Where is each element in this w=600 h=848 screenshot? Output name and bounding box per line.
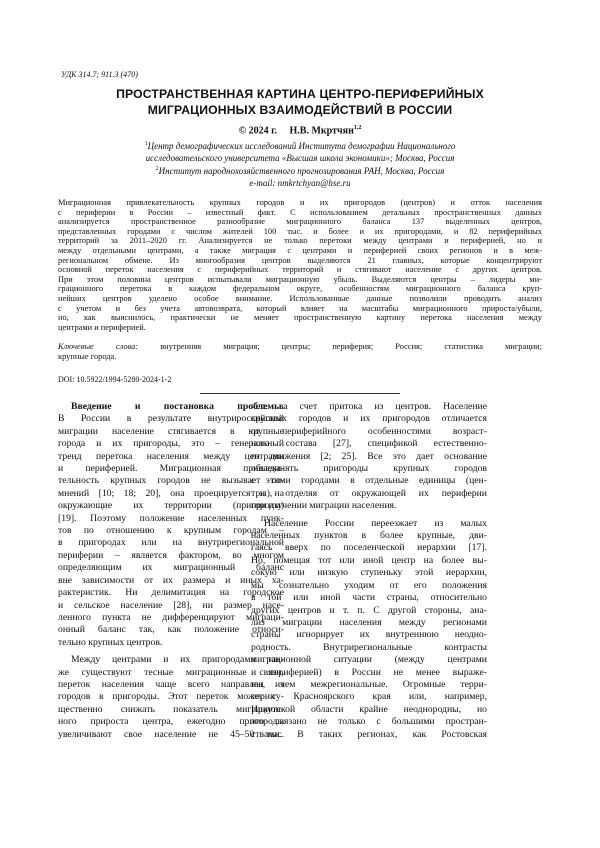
abstract-line: с периферии в России – известный факт. С использованием детальных пространственных данных: [58, 207, 542, 217]
author-affiliation-marks: 1,2: [353, 125, 362, 131]
author-line: [40, 125, 560, 136]
body-text-line: родность. Внутрирегиональные контрасты: [251, 641, 487, 653]
abstract-line: но, как выяснилось, практически не меняет пространственную картину перетока населения между: [58, 313, 542, 323]
keywords: [58, 342, 542, 362]
body-text-line: в той или иной части страны, относительно: [251, 592, 487, 604]
body-text-line: тренд перетока населения между центрами: [58, 450, 284, 462]
abstract-line: центрами и периферией.: [58, 322, 146, 332]
body-text-line: Введение и постановка проблемы.: [71, 401, 284, 412]
body-text-line: онный баланс так, как положение относи-: [58, 624, 284, 636]
copyright-year: © 2024 г.: [238, 125, 278, 137]
body-text-line: увеличивают свое население не 45–50 тыс.: [58, 728, 284, 740]
body-text-line: мнений [10; 18; 20], она проецируется и на: [58, 487, 284, 499]
article-title: [40, 86, 560, 118]
body-text-line: тории Красноярского края или, например,: [251, 691, 487, 703]
body-text-line: и периферией) в России не менее выраже-: [251, 666, 487, 678]
abstract-line: представленных городами с числом жителей 100 тыс. и более и их пригородами, и 82 периферийных: [58, 226, 542, 236]
abstract-line: Миграционная привлекательность крупных городов и их пригородов (центров) и отток населения: [58, 198, 542, 207]
abstract-line: грационного перетока в каждом федеральном округе, особенностям миграционного баланса круп-: [58, 284, 542, 294]
affiliations: [40, 139, 560, 189]
body-text-line: ствами. В таких регионах, как Ростовская: [251, 728, 487, 740]
body-text-line: с этими городами в отдельные единицы (цен-: [251, 475, 487, 487]
body-text-line: Между центрами и их пригородами так-: [71, 654, 284, 666]
keywords-text: крупные города.: [58, 352, 117, 361]
body-text-line: населенных пунктов в более крупные, дви-: [251, 530, 487, 542]
abstract-line: региональном обмене. Из многообразия центров выделяются 21 главных, которые концентрируют: [58, 255, 542, 265]
author-name: Н.В. Мкртчян: [289, 125, 354, 137]
body-text-line: при изучении миграции населения.: [251, 500, 397, 512]
affiliation-line: $^2$Институт народнохозяйственного прогнозирования РАН, Москва, Россия: [155, 166, 445, 177]
body-text-line: тов по отношению к крупным городам –: [58, 525, 284, 537]
body-text-line: ленного пункта не дифференцируют миграци-: [58, 611, 284, 623]
abstract-line: нейших центров уделено особое внимание. Использованные данные позволили проводить анализ: [58, 293, 542, 303]
udk-code: УДК 314.7; 911.3 (470): [61, 70, 138, 79]
body-text-line: гаясь вверх по поселенческой иерархии [17].: [251, 542, 487, 554]
keywords-line: [58, 352, 542, 362]
body-text-line: других центров и т. п. С другой стороны, ана-: [251, 604, 487, 616]
body-text-line: городов в пригороды. Этот переток может су-: [58, 691, 284, 703]
abstract-line: с учетом и без учета автовозврата, который влияет на масштабы миграционного прироста/убыли,: [58, 303, 542, 313]
body-text-line: ны, чем межрегиональные. Огромные терри-: [251, 678, 487, 690]
body-text-line: окружающие их территории (пригороды): [58, 500, 284, 512]
body-text-line: тельность крупных городов не вызывает со-: [58, 475, 284, 487]
body-text-line: Население России переезжает из малых: [264, 517, 487, 529]
body-text-line: Иркутской области крайне неоднородны, но: [251, 703, 487, 715]
affiliation-line: исследовательского университета «Высшая школа экономики»; Москва, Россия: [145, 152, 455, 163]
keywords-text: внутренняя миграция; центры; периферия; Россия; статистика миграции;: [160, 342, 542, 351]
abstract-line: При этом половина центров испытывали миграционную убыль. Выделяются центры – лидеры ми-: [58, 274, 542, 284]
body-text-line: ного состава [27], спецификой естественно-: [251, 438, 487, 450]
body-text-line: страны игнорирует их внутреннюю неодно-: [251, 629, 487, 641]
abstract-line: анализируется пространственное разнообразие миграционного баланса 137 выделенных центров,: [58, 217, 542, 227]
body-text-line: это связано не только с большими простран-: [251, 716, 487, 728]
abstract-line: между отдельными центрами, а также миграция с центрами и периферией своих регионов и в меж-: [58, 245, 542, 255]
author-email: e-mail: nmkrtchyan@hse.ru: [249, 177, 351, 188]
keywords-label: Ключевые слова:: [58, 342, 139, 351]
body-text-line: переток населения чаще всего направлен из: [58, 678, 284, 690]
body-text-line: мы сознательно уходим от его положения: [251, 579, 487, 591]
body-text-line: крупных городов и их пригородов отличается: [251, 413, 487, 425]
body-text-line: периферии – является фактором, во многом: [58, 549, 284, 561]
body-text-line: Но, помещая тот или иной центр на более вы-: [251, 554, 487, 566]
body-text-line: города и их пригороды, это – генеральный: [58, 438, 284, 450]
divider: [200, 393, 400, 394]
body-text-line: и периферией. Миграционная привлека-: [58, 463, 284, 475]
body-text-line: щественно снижать показатель миграцион-: [58, 703, 284, 715]
body-text-line: определяющим их миграционный баланс: [58, 562, 284, 574]
body-text-line: тельно крупных центров.: [58, 636, 163, 648]
body-column-right: [251, 401, 487, 741]
body-text-line: [19]. Поэтому положение населенных пунк-: [58, 512, 284, 524]
title-line: ПРОСТРАНСТВЕННАЯ КАРТИНА ЦЕНТРО-ПЕРИФЕРИЙНЫХ: [116, 87, 484, 101]
abstract-line: территорий за 2011–2020 гг. Анализируется не только перетоки между центрами и периферией, но и: [58, 236, 542, 246]
body-text-line: и сельское население [28], ни размер насе-: [58, 599, 284, 611]
body-text-line: ного прироста центра, ежегодно пригороды: [58, 716, 284, 728]
body-text-line: вне зависимости от их размера и иных ха-: [58, 574, 284, 586]
body-text-line: от периферийного особенностями возраст-: [251, 425, 487, 437]
body-text-line: тры), отделяя от окружающей их периферии: [251, 487, 487, 499]
body-text-line: объединять пригороды крупных городов: [251, 463, 487, 475]
title-line: МИГРАЦИОННЫХ ВЗАИМОДЕЙСТВИЙ В РОССИИ: [147, 103, 453, 117]
body-text-line: В России в результате внутрироссийской: [58, 413, 284, 425]
body-text-line: в пригородах или на внутрирегиональной: [58, 537, 284, 549]
body-text-line: сокую или низкую ступеньку этой иерархии,: [251, 567, 487, 579]
abstract: [58, 198, 542, 332]
body-text-line: чел. за счет притока из центров. Население: [251, 401, 487, 412]
body-text-line: миграционной ситуации (между центрами: [251, 654, 487, 666]
body-text-line: лиз миграции населения между регионами: [251, 616, 487, 628]
body-text-line: миграции население стягивается в крупные: [58, 425, 284, 437]
abstract-line: основной переток населения с периферийных территорий и стягивают население с других центров.: [58, 265, 542, 275]
affiliation-line: $^1$Центр демографических исследований Института демографии Национального: [144, 141, 456, 151]
keywords-line: [58, 342, 542, 352]
doi: DOI: 10.5922/1994-5280-2024-1-2: [58, 375, 172, 384]
body-text-line: рактеристик. Ни делимитация на городское: [58, 587, 284, 599]
body-text-line: го движения [2; 25]. Все это дает основание: [251, 450, 487, 462]
body-text-line: же существуют тесные миграционные связи,: [58, 666, 284, 678]
